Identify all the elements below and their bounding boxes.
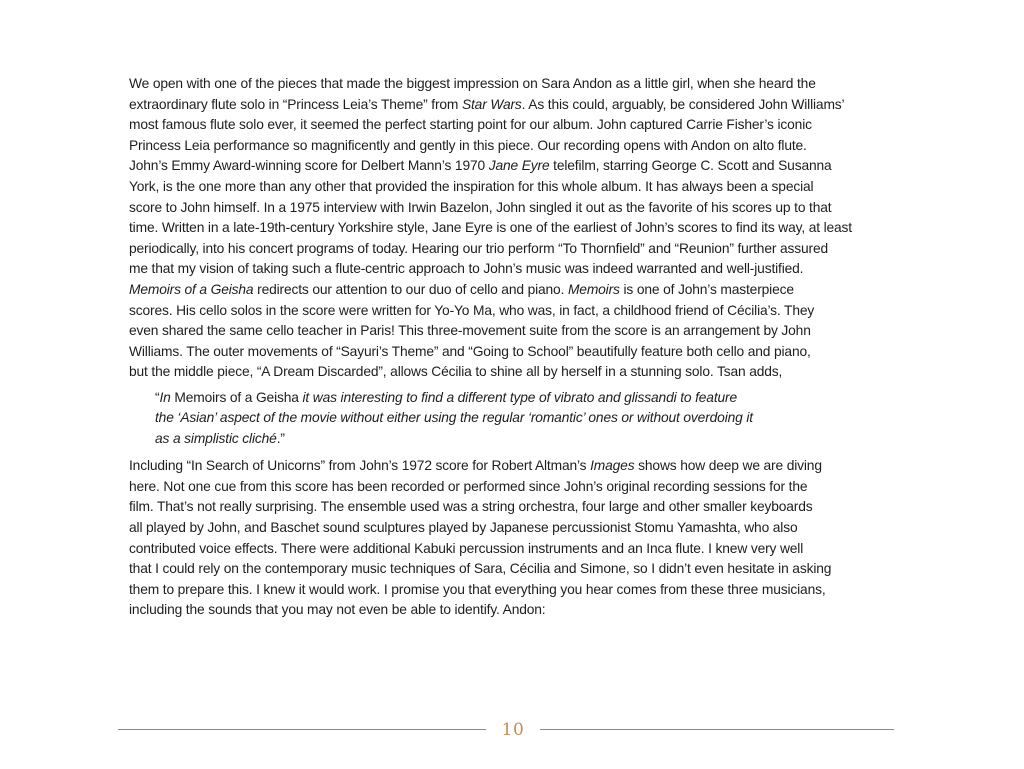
footer-divider-right <box>540 729 894 730</box>
text-line: that I could rely on the contemporary music techniques of Sara, Cécilia and Simone, so I didn’t even hesitate in asking <box>129 561 832 577</box>
paragraph-princess-leia <box>118 74 894 156</box>
text-span: John’s Emmy Award-winning score for Delbert Mann’s 1970 <box>129 158 489 174</box>
text-line: scores. His cello solos in the score were written for Yo-Yo Ma, who was, in fact, a childhood friend of Cécilia’s. They <box>129 302 815 318</box>
text-span: as a simplistic cliché <box>155 430 277 446</box>
quote-line <box>155 429 894 449</box>
title-images: Images <box>590 458 635 474</box>
block-quote-tsan <box>155 388 894 449</box>
title-memoirs: Memoirs <box>567 281 620 297</box>
paragraph-jane-eyre <box>118 156 894 280</box>
text-line: Williams. The outer movements of “Sayuri’s Theme” and “Going to School” beautifully feature both cello and piano, <box>129 343 811 359</box>
text-line <box>118 95 894 116</box>
text-span: shows how deep we are diving <box>634 458 822 474</box>
page-number: 10 <box>501 720 525 740</box>
text-line: me that my vision of taking such a flute-centric approach to John’s music was indeed warranted and well-justified. <box>129 261 804 277</box>
text-line: all played by John, and Baschet sound sculptures played by Japanese percussionist Stomu Yamashta, who also <box>129 519 798 535</box>
text-line <box>118 156 894 177</box>
text-line: We open with one of the pieces that made the biggest impression on Sara Andon as a little girl, when she heard the <box>129 76 816 91</box>
title-jane-eyre: Jane Eyre <box>488 158 550 174</box>
open-quote: “ <box>155 389 160 405</box>
text-span: it was interesting to find a different type of vibrato and glissandi to feature <box>302 389 737 405</box>
text-line: but the middle piece, “A Dream Discarded”, allows Cécilia to shine all by herself in a stunning solo. Tsan adds, <box>129 364 783 380</box>
text-span: redirects our attention to our duo of cello and piano. <box>253 281 568 297</box>
text-span: In <box>159 389 171 405</box>
text-line: contributed voice effects. There were additional Kabuki percussion instruments and an Inca flute. I knew very well <box>129 540 804 556</box>
quote-line <box>155 408 894 428</box>
text-span: is one of John’s masterpiece <box>619 281 794 297</box>
paragraph-memoirs-of-a-geisha <box>118 280 894 383</box>
text-span: extraordinary flute solo in “Princess Leia’s Theme” from <box>129 96 462 112</box>
text-line: Princess Leia performance so magnificently and gently in this piece. Our recording opens with Andon on alto flute. <box>129 137 807 153</box>
text-line: score to John himself. In a 1975 interview with Irwin Bazelon, John singled it out as the favorite of his scores up to that <box>129 199 832 215</box>
text-span: telefilm, starring George C. Scott and Susanna <box>549 158 832 174</box>
text-line: them to prepare this. I knew it would work. I promise you that everything you hear comes from these three musicians, <box>129 581 826 597</box>
paragraph-images-unicorns <box>118 456 894 621</box>
text-span: . As this could, arguably, be considered John Williams’ <box>521 96 845 112</box>
text-line: time. Written in a late-19th-century Yorkshire style, Jane Eyre is one of the earliest of John’s scores to find its way, at least <box>129 220 852 236</box>
text-line: periodically, into his concert programs of today. Hearing our trio perform “To Thornfield” and “Reunion” further assured <box>129 240 829 256</box>
text-line <box>118 456 894 477</box>
page-body <box>118 74 894 621</box>
text-line: most famous flute solo ever, it seemed the perfect starting point for our album. John captured Carrie Fisher’s iconic <box>129 117 812 133</box>
text-line: here. Not one cue from this score has been recorded or performed since John’s original recording sessions for the <box>129 478 808 494</box>
text-span: the ‘Asian’ aspect of the movie without either using the regular ‘romantic’ ones or without overdoing it <box>155 410 753 426</box>
title-memoirs-of-a-geisha: Memoirs of a Geisha <box>129 281 254 297</box>
footer-divider-left <box>118 729 486 730</box>
text-span: Memoirs of a Geisha <box>170 389 303 405</box>
close-quote: .” <box>276 430 285 446</box>
title-star-wars: Star Wars <box>461 96 522 112</box>
text-line <box>118 280 894 301</box>
text-line: film. That’s not really surprising. The ensemble used was a string orchestra, four large and other smaller keyboards <box>129 499 813 515</box>
text-span: Including “In Search of Unicorns” from John’s 1972 score for Robert Altman’s <box>129 458 591 474</box>
text-line: including the sounds that you may not even be able to identify. Andon: <box>129 602 546 618</box>
text-line: York, is the one more than any other that provided the inspiration for this whole album. It has always been a special <box>129 178 814 194</box>
text-line: even shared the same cello teacher in Paris! This three-movement suite from the score is an arrangement by John <box>129 323 811 339</box>
quote-line <box>155 388 894 408</box>
